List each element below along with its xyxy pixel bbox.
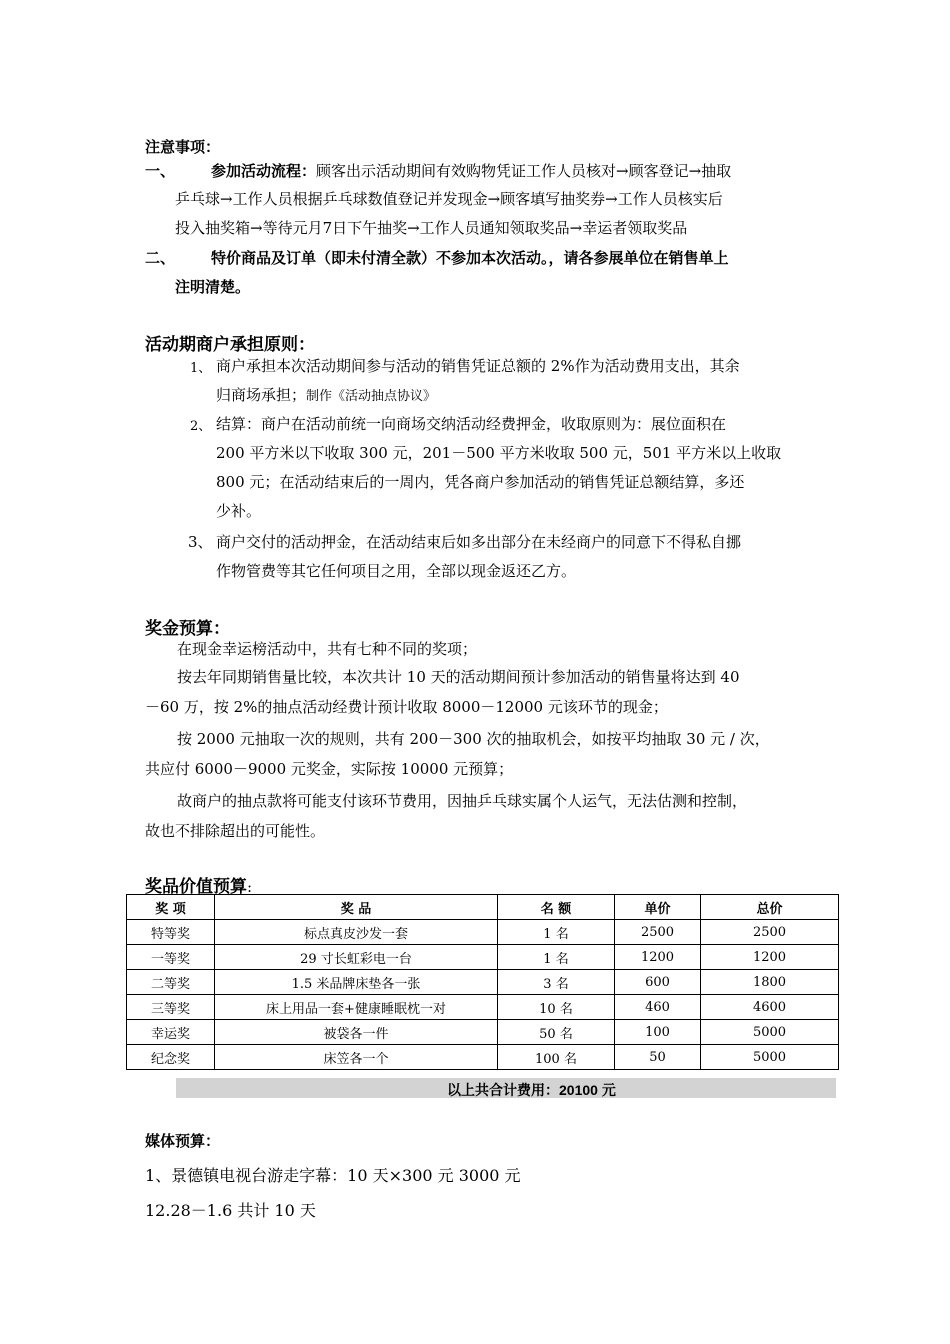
- cell-unit-price: 2500: [615, 920, 701, 945]
- header-unit-price: 单价: [615, 895, 701, 920]
- cell-item: 床上用品一套+健康睡眠枕一对: [215, 995, 498, 1020]
- notes-item1-line2: 乒乓球→工作人员根据乒乓球数值登记并发现金→顾客填写抽奖券→工作人员核实后: [175, 190, 723, 208]
- cell-quota: 3 名: [498, 970, 615, 995]
- notes-item1-line3: 投入抽奖箱→等待元月7日下午抽奖→工作人员通知领取奖品→幸运者领取奖品: [175, 219, 688, 237]
- table-row: [127, 995, 839, 1020]
- prize-table-header-row: [127, 895, 839, 920]
- table-row: [127, 1020, 839, 1045]
- cell-level: 二等奖: [127, 970, 215, 995]
- cell-level: 幸运奖: [127, 1020, 215, 1045]
- media-line1: 1、景德镇电视台游走字幕：10 天×300 元 3000 元: [145, 1166, 521, 1185]
- table-row: [127, 920, 839, 945]
- cell-total-price: 1200: [701, 945, 839, 970]
- cell-item: 床笠各一个: [215, 1045, 498, 1070]
- merchant-p3-number: 3、: [188, 533, 213, 551]
- table-row: [127, 945, 839, 970]
- merchant-p2-line3: 800 元；在活动结束后的一周内，凭各商户参加活动的销售凭证总额结算，多还: [216, 473, 745, 491]
- media-line2: 12.28－1.6 共计 10 天: [145, 1201, 316, 1220]
- cell-item: 1.5 米品牌床垫各一张: [215, 970, 498, 995]
- bonus-line2: 按去年同期销售量比较，本次共计 10 天的活动期间预计参加活动的销售量将达到 40: [177, 668, 740, 686]
- merchant-p1-line2a: 归商场承担；: [216, 386, 307, 404]
- notes-item2-line2: 注明清楚。: [175, 278, 251, 296]
- merchant-p1-line2: [216, 384, 436, 405]
- cell-item: 被袋各一件: [215, 1020, 498, 1045]
- cell-level: 三等奖: [127, 995, 215, 1020]
- bonus-line1: 在现金幸运榜活动中，共有七种不同的奖项；: [177, 640, 478, 658]
- media-title: 媒体预算：: [145, 1132, 221, 1150]
- merchant-p3-line2: 作物管费等其它任何项目之用，全部以现金返还乙方。: [216, 562, 577, 580]
- cell-total-price: 5000: [701, 1020, 839, 1045]
- notes-item2-line1: 特价商品及订单（即未付清全款）不参加本次活动。，请各参展单位在销售单上: [211, 249, 729, 267]
- prize-table: [126, 894, 839, 1070]
- bonus-line7: 故也不排除超出的可能性。: [145, 822, 326, 840]
- cell-level: 纪念奖: [127, 1045, 215, 1070]
- table-row: [127, 1045, 839, 1070]
- cell-item: 29 寸长虹彩电一台: [215, 945, 498, 970]
- cell-level: 一等奖: [127, 945, 215, 970]
- merchant-p2-line4: 少补。: [216, 502, 262, 520]
- prize-title-colon: :: [247, 878, 253, 896]
- notes-title: 注意事项：: [145, 138, 221, 156]
- bonus-title: 奖金预算：: [145, 619, 230, 639]
- cell-unit-price: 460: [615, 995, 701, 1020]
- prize-title-text: 奖品价值预算: [145, 877, 247, 897]
- cell-total-price: 2500: [701, 920, 839, 945]
- cell-unit-price: 50: [615, 1045, 701, 1070]
- merchant-p1-line2b: 制作《活动抽点协议》: [306, 389, 437, 404]
- cell-item: 标点真皮沙发一套: [215, 920, 498, 945]
- cell-total-price: 1800: [701, 970, 839, 995]
- cell-quota: 10 名: [498, 995, 615, 1020]
- merchant-p2-line2: 200 平方米以下收取 300 元，201－500 平方米收取 500 元，501 平方米以上收取: [216, 444, 782, 462]
- notes-item1-line1: [211, 160, 731, 181]
- cell-unit-price: 100: [615, 1020, 701, 1045]
- bonus-line6: 故商户的抽点款将可能支付该环节费用，因抽乒乓球实属个人运气，无法估测和控制，: [177, 792, 748, 810]
- merchant-title: 活动期商户承担原则：: [145, 335, 315, 355]
- bonus-line3: －60 万，按 2%的抽点活动经费计预计收取 8000－12000 元该环节的现金；: [145, 698, 668, 716]
- bonus-line4: 按 2000 元抽取一次的规则，共有 200－300 次的抽取机会，如按平均抽取 30 元 / 次，: [177, 730, 770, 748]
- prize-total: 以上共合计费用：20100 元: [447, 1082, 616, 1098]
- cell-total-price: 5000: [701, 1045, 839, 1070]
- header-total-price: 总价: [701, 895, 839, 920]
- notes-item1-number: 一、: [145, 162, 176, 180]
- merchant-p2-line1: 结算：商户在活动前统一向商场交纳活动经费押金，收取原则为：展位面积在: [216, 415, 727, 433]
- cell-total-price: 4600: [701, 995, 839, 1020]
- cell-quota: 100 名: [498, 1045, 615, 1070]
- notes-item2-number: 二、: [145, 249, 176, 267]
- cell-unit-price: 1200: [615, 945, 701, 970]
- merchant-p1-line1: 商户承担本次活动期间参与活动的销售凭证总额的 2%作为活动费用支出，其余: [216, 357, 740, 375]
- cell-quota: 50 名: [498, 1020, 615, 1045]
- cell-quota: 1 名: [498, 920, 615, 945]
- cell-quota: 1 名: [498, 945, 615, 970]
- header-quota: 名 额: [498, 895, 615, 920]
- table-row: [127, 970, 839, 995]
- header-prize-level: 奖 项: [127, 895, 215, 920]
- header-prize-item: 奖 品: [215, 895, 498, 920]
- cell-unit-price: 600: [615, 970, 701, 995]
- notes-item1-label: 参加活动流程：: [211, 162, 317, 180]
- merchant-p2-number: 2、: [190, 419, 212, 434]
- bonus-line5: 共应付 6000－9000 元奖金，实际按 10000 元预算；: [145, 760, 514, 778]
- cell-level: 特等奖: [127, 920, 215, 945]
- merchant-p3-line1: 商户交付的活动押金，在活动结束后如多出部分在未经商户的同意下不得私自挪: [216, 533, 742, 551]
- notes-item1-text: 顾客出示活动期间有效购物凭证工作人员核对→顾客登记→抽取: [316, 162, 732, 180]
- merchant-p1-number: 1、: [190, 361, 212, 376]
